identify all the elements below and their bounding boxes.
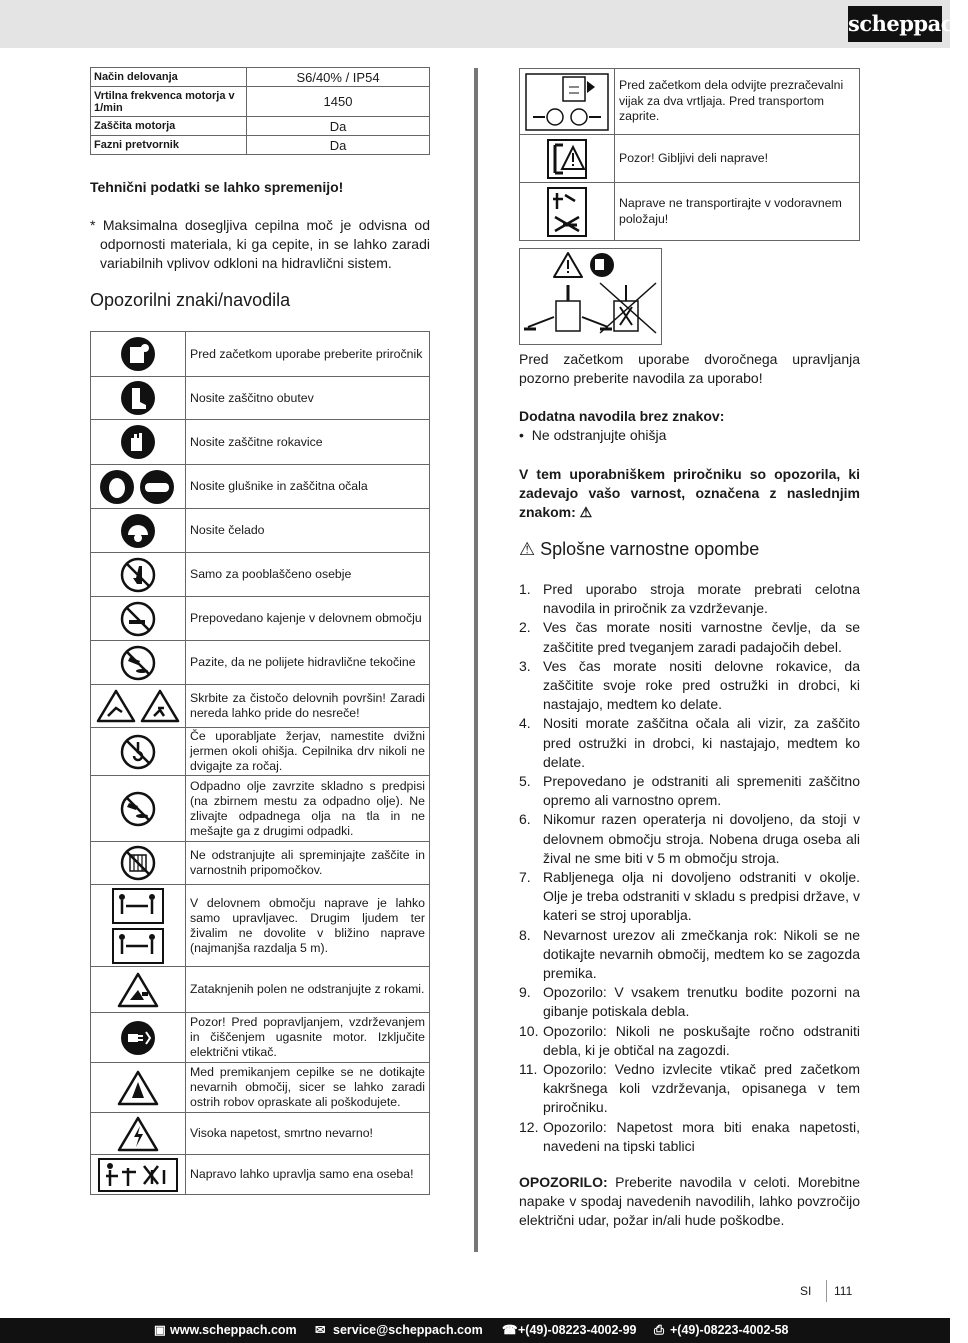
right-symbols-table	[519, 68, 860, 241]
helmet-icon	[91, 509, 186, 553]
slip-trip-icon	[91, 685, 186, 728]
table-row	[91, 776, 430, 842]
control-note: Pred začetkom uporabe dvoročnega upravljanja pozorno preberite navodila za uporabo!	[519, 351, 860, 386]
symbol-text: Zataknjenih polen ne odstranjujte z rokami.	[186, 967, 430, 1013]
warning-heading: Opozorilni znaki/navodila	[90, 290, 291, 310]
table-row	[91, 1155, 430, 1195]
one-person-icon	[91, 1155, 186, 1195]
column-divider	[474, 68, 478, 1252]
extra-bullet-text: Ne odstranjujte ohišja	[531, 427, 667, 443]
spec-value: S6/40% / IP54	[247, 68, 430, 87]
spec-label: Fazni pretvornik	[91, 136, 247, 155]
symbol-text: Pred začetkom dela odvijte prezračevalni vijak za dva vrtljaja. Pred transportom zaprite.	[615, 69, 860, 135]
warn-marked-note: V tem uporabniškem priročniku so opozorila, ki zadevajo vašo varnost, označena z naslednjim znakom: ⚠	[519, 466, 860, 520]
no-hydraulic-spill-icon	[91, 641, 186, 685]
spec-table	[90, 67, 430, 155]
symbol-text: Naprave ne transportirajte v vodoravnem položaju!	[615, 183, 860, 241]
spec-label: Način delovanja	[91, 68, 247, 87]
table-row	[91, 641, 430, 685]
table-row	[91, 136, 430, 155]
table-row	[91, 377, 430, 420]
list-item: 2. Ves čas morate nositi varnostne čevlje, da se zaščitite pred tveganjem zaradi padajočih debel.	[519, 619, 860, 655]
symbol-text: Ne odstranjujte ali spreminjajte zaščite in varnostnih pripomočkov.	[186, 842, 430, 885]
page-language: SI	[800, 1284, 812, 1298]
table-row	[91, 117, 430, 136]
list-item: 12. Opozorilo: Napetost mora biti enaka napetosti, navedeni na tipski tablici	[519, 1118, 860, 1154]
table-row	[91, 332, 430, 377]
footer-bar	[0, 1318, 950, 1343]
manual-icon	[91, 332, 186, 377]
list-item: 9. Opozorilo: V vsakem trenutku bodite pozorni na gibanje potiskala debla.	[519, 984, 860, 1020]
symbol-text: Pozor! Pred popravljanjem, vzdrževanjem in čiščenjem ugasnite motor. Izključite električni vtikač.	[186, 1013, 430, 1063]
symbol-text: Nosite čelado	[186, 509, 430, 553]
fax-icon: ⎙	[654, 1323, 665, 1337]
top-bar	[0, 0, 968, 48]
table-row	[91, 1013, 430, 1063]
phone-icon: ☎	[502, 1323, 518, 1337]
page-number: 111	[834, 1284, 853, 1298]
no-horizontal-transport-icon	[520, 183, 615, 241]
table-row	[91, 68, 430, 87]
no-lift-crane-icon	[91, 728, 186, 776]
final-warning-text: Preberite navodila v celoti. Morebitne napake v spodaj navedenih navodilih, lahko povzročijo električni udar, požar in/ali hude poškodbe.	[519, 1174, 860, 1228]
symbol-text: Skrbite za čistočo delovnih površin! Zaradi nereda lahko pride do nesreče!	[186, 685, 430, 728]
bullet-icon: •	[519, 427, 524, 443]
vent-screw-icon	[520, 69, 615, 135]
two-hand-control-illustration	[519, 248, 662, 345]
table-row	[91, 1063, 430, 1113]
high-voltage-icon	[91, 1113, 186, 1155]
list-item: 11. Opozorilo: Vedno izvlecite vtikač pred začetkom kakršnega koli vzdrževanja, opisanega v tem priročniku.	[519, 1061, 860, 1116]
extra-heading: Dodatna navodila brez znakov:	[519, 408, 725, 424]
table-row	[520, 183, 860, 241]
table-row	[520, 135, 860, 183]
symbol-text: Visoka napetost, smrtno nevarno!	[186, 1113, 430, 1155]
sharp-blade-icon	[91, 1063, 186, 1113]
authorized-only-icon	[91, 553, 186, 597]
table-row	[91, 728, 430, 776]
list-item: 8. Nevarnost urezov ali zmečkanja rok: Nikoli se ne dotikajte nevarnih območij, medtem ko se zagozda premika.	[519, 926, 860, 982]
final-warning	[519, 1173, 860, 1230]
computer-icon: ▣	[154, 1323, 166, 1337]
table-row	[520, 69, 860, 135]
symbol-text: Med premikanjem cepilke se ne dotikajte nevarnih območij, sicer se lahko zaradi ostrih robov opraskate ali poškodujete.	[186, 1063, 430, 1113]
list-item: 7. Rabljenega olja ni dovoljeno odstraniti v okolje. Olje je treba odstraniti v skladu s predpisi države, v kateri se stroj uporablja.	[519, 869, 860, 924]
symbol-text: V delovnem območju naprave je lahko samo upravljavec. Drugim ljudem ter živalim ne dovolite v bližino naprave (najmanjša razdalja 5 m).	[186, 885, 430, 967]
list-item: 1. Pred uporabo stroja morate prebrati celotna navodila in priročnik za vzdrževanje.	[519, 581, 860, 617]
symbol-text: Pazite, da ne polijete hidravlične tekočine	[186, 641, 430, 685]
list-item: 6. Nikomur razen operaterja ni dovoljeno, da stoji v delovnem območju stroja. Nobena druga oseba ali žival ne sme biti v 5 m območju stroja.	[519, 811, 860, 866]
spec-value: 1450	[247, 87, 430, 117]
tech-note: Tehnični podatki se lahko spremenijo!	[90, 179, 344, 195]
footer-web-link[interactable]: www.scheppach.com	[170, 1323, 297, 1337]
table-row	[91, 1113, 430, 1155]
spec-value: Da	[247, 117, 430, 136]
symbol-text: Nosite glušnike in zaščitna očala	[186, 465, 430, 509]
table-row	[91, 842, 430, 885]
extra-bullet-item	[519, 426, 666, 445]
symbol-text: Napravo lahko upravlja samo ena oseba!	[186, 1155, 430, 1195]
operator-zone-icon	[91, 885, 186, 967]
table-row	[91, 967, 430, 1013]
footer-fax: +(49)-08223-4002-58	[670, 1323, 789, 1337]
footer-email-link[interactable]: service@scheppach.com	[333, 1323, 483, 1337]
page-separator	[826, 1280, 827, 1302]
safety-boot-icon	[91, 377, 186, 420]
no-remove-guard-icon	[91, 842, 186, 885]
symbol-text: Samo za pooblaščeno osebje	[186, 553, 430, 597]
safety-rules-list	[519, 580, 860, 1156]
spec-value: Da	[247, 136, 430, 155]
general-heading: ⚠ Splošne varnostne opombe	[519, 539, 760, 559]
table-row	[91, 420, 430, 465]
table-row	[91, 465, 430, 509]
unplug-icon	[91, 1013, 186, 1063]
scheppach-logo: scheppach	[848, 6, 942, 42]
symbol-text: Nosite zaščitne rokavice	[186, 420, 430, 465]
table-row	[91, 87, 430, 117]
ear-eye-protection-icon	[91, 465, 186, 509]
spec-label: Zaščita motorja	[91, 117, 247, 136]
mail-icon: ✉	[315, 1323, 326, 1337]
list-item: 5. Prepovedano je odstraniti ali spremeniti zaščitno opremo ali varnostno oprem.	[519, 773, 860, 809]
gloves-icon	[91, 420, 186, 465]
moving-parts-icon	[520, 135, 615, 183]
table-row	[91, 685, 430, 728]
asterisk-note: * Maksimalna dosegljiva cepilna moč je odvisna od odpornosti materiala, ki ga cepite, in se lahko zaradi variabilnih vplivov odkloni na hidravlični sistem.	[90, 217, 430, 271]
symbol-text: Odpadno olje zavrzite skladno s predpisi (na zbirnem mestu za odpadno olje). Ne zlivajte odpadnega olja na tla in ne mešajte ga z drugimi odpadki.	[186, 776, 430, 842]
table-row	[91, 885, 430, 967]
symbol-text: Pred začetkom uporabe preberite priročnik	[186, 332, 430, 377]
list-item: 10. Opozorilo: Nikoli ne poskušajte ročno odstraniti debla, ki je obtičal na zagozdi.	[519, 1022, 860, 1058]
symbol-text: Nosite zaščitno obutev	[186, 377, 430, 420]
list-item: 3. Ves čas morate nositi delovne rokavice, da zaščitite svoje roke pred ostružki in drobci, ki nastajajo, medtem ko delate.	[519, 657, 860, 713]
no-smoking-icon	[91, 597, 186, 641]
footer-phone: +(49)-08223-4002-99	[518, 1323, 637, 1337]
symbol-text: Prepovedano kajenje v delovnem območju	[186, 597, 430, 641]
symbol-text: Če uporabljate žerjav, namestite dvižni jermen okoli ohišja. Cepilnika drv nikoli ne dvigajte za ročaj.	[186, 728, 430, 776]
no-oil-ground-icon	[91, 776, 186, 842]
symbol-text: Pozor! Gibljivi deli naprave!	[615, 135, 860, 183]
list-item: 4. Nositi morate zaščitna očala ali vizir, za zaščito pred ostružki in drobci, ki nastajajo, medtem ko delate.	[519, 715, 860, 770]
warning-symbols-table	[90, 331, 430, 1195]
table-row	[91, 509, 430, 553]
spec-label: Vrtilna frekvenca motorja v 1/min	[91, 87, 247, 117]
table-row	[91, 597, 430, 641]
table-row	[91, 553, 430, 597]
final-warning-label: OPOZORILO:	[519, 1174, 608, 1190]
jammed-log-icon	[91, 967, 186, 1013]
